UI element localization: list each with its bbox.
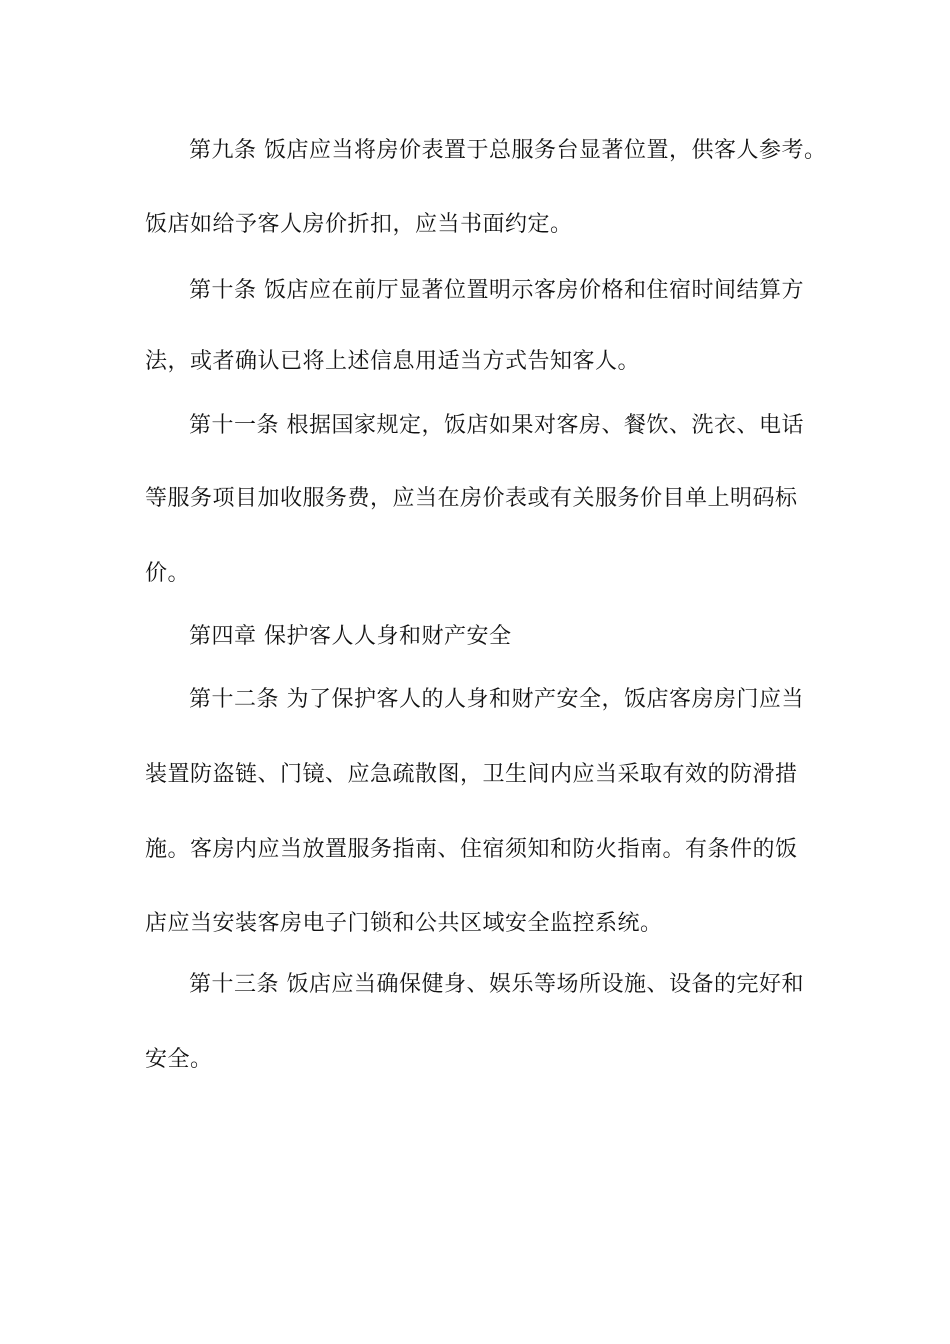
article-13-line-2: 安全。 (145, 1047, 213, 1072)
article-10-line-2: 法，或者确认已将上述信息用适当方式告知客人。 (145, 349, 641, 374)
article-10-line-1: 第十条 饭店应在前厅显著位置明示客房价格和住宿时间结算方 (189, 278, 804, 303)
article-12-line-1: 第十二条 为了保护客人的人身和财产安全，饭店客房房门应当 (189, 687, 804, 712)
article-12-line-3: 施。客房内应当放置服务指南、住宿须知和防火指南。有条件的饭 (145, 837, 798, 862)
article-12-line-4: 店应当安装客房电子门锁和公共区域安全监控系统。 (145, 911, 663, 936)
article-9-line-1: 第九条 饭店应当将房价表置于总服务台显著位置，供客人参考。 (189, 138, 827, 163)
article-11-line-3: 价。 (145, 561, 191, 586)
article-9-line-2: 饭店如给予客人房价折扣，应当书面约定。 (145, 212, 573, 237)
article-11-line-1: 第十一条 根据国家规定，饭店如果对客房、餐饮、洗衣、电话 (189, 413, 804, 438)
article-13-line-1: 第十三条 饭店应当确保健身、娱乐等场所设施、设备的完好和 (189, 972, 804, 997)
chapter-4-heading: 第四章 保护客人人身和财产安全 (189, 624, 512, 649)
article-12-line-2: 装置防盗链、门镜、应急疏散图，卫生间内应当采取有效的防滑措 (145, 762, 798, 787)
article-11-line-2: 等服务项目加收服务费，应当在房价表或有关服务价目单上明码标 (145, 486, 798, 511)
